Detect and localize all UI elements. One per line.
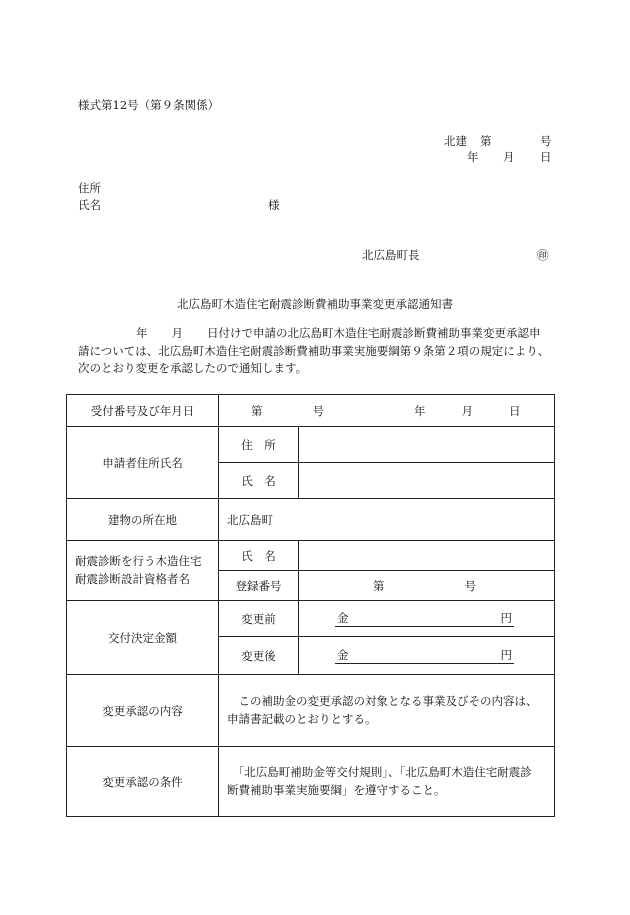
date-year: 年	[467, 150, 479, 164]
name-label: 氏名	[78, 198, 101, 212]
building-location-label: 建物の所在地	[67, 499, 219, 541]
address-label: 住所	[78, 181, 101, 195]
applicant-name-label: 氏 名	[219, 463, 299, 499]
body-paragraph	[78, 325, 556, 378]
receipt-value	[219, 395, 555, 427]
approval-content-label: 変更承認の内容	[67, 675, 219, 747]
amount-after-yen: 円	[500, 647, 512, 662]
receipt-year: 年	[414, 403, 426, 418]
table-row-approval-content	[67, 675, 555, 747]
approval-conditions-label: 変更承認の条件	[67, 747, 219, 817]
applicant-address-value	[299, 427, 555, 463]
applicant-label: 申請者住所氏名	[67, 427, 219, 499]
honorific: 様	[268, 198, 280, 212]
table-row-inspector-name	[67, 541, 555, 571]
doc-number-dai: 第	[480, 134, 492, 148]
applicant-address-label: 住 所	[219, 427, 299, 463]
issuer-title: 北広島町長	[362, 248, 420, 262]
table-row-amount-before	[67, 601, 555, 637]
receipt-go: 号	[312, 403, 324, 418]
applicant-name-value	[299, 463, 555, 499]
approval-content-value: この補助金の変更承認の対象となる事業及びその内容は、 申請書記載のとおりとする。	[219, 675, 555, 747]
amount-after-kin: 金	[337, 647, 349, 662]
approval-table	[66, 394, 555, 817]
table-row-applicant-address	[67, 427, 555, 463]
date-month: 月	[503, 150, 515, 164]
reg-dai: 第	[373, 578, 385, 593]
approval-conditions-value: 「北広島町補助金等交付規則」、「北広島町木造住宅耐震診 断費補助事業実施要綱」を遵守すること。	[219, 747, 555, 817]
receipt-label: 受付番号及び年月日	[67, 395, 219, 427]
inspector-label: 耐震診断を行う木造住宅 耐震診断設計資格者名	[67, 541, 219, 601]
amount-before-kin: 金	[337, 610, 349, 625]
table-row-receipt	[67, 395, 555, 427]
doc-number-prefix: 北建	[444, 134, 467, 148]
document-title: 北広島町木造住宅耐震診断費補助事業変更承認通知書	[177, 297, 453, 311]
inspector-name-value	[299, 541, 555, 571]
body-line-3: 次のとおり変更を承認したので通知します。	[78, 361, 308, 375]
receipt-dai: 第	[251, 403, 263, 418]
amount-before-yen: 円	[500, 610, 512, 625]
doc-number-go: 号	[540, 134, 552, 148]
amount-label: 交付決定金額	[67, 601, 219, 675]
amount-after-label: 変更後	[219, 637, 299, 675]
building-location-value: 北広島町	[219, 499, 555, 541]
table-row-approval-conditions	[67, 747, 555, 817]
receipt-month: 月	[461, 403, 473, 418]
amount-before-value	[299, 601, 555, 637]
inspector-reg-value	[299, 571, 555, 601]
table-row-building-location	[67, 499, 555, 541]
inspector-name-label: 氏 名	[219, 541, 299, 571]
reg-go: 号	[464, 578, 476, 593]
form-number-label: 様式第12号（第９条関係）	[78, 98, 220, 112]
inspector-reg-label: 登録番号	[219, 571, 299, 601]
receipt-day: 日	[509, 403, 521, 418]
body-line-1: 年 月 日付けで申請の北広島町木造住宅耐震診断費補助事業変更承認申	[136, 326, 541, 340]
amount-before-label: 変更前	[219, 601, 299, 637]
body-line-2: 請については、北広島町木造住宅耐震診断費補助事業実施要綱第９条第２項の規定により、	[78, 343, 550, 358]
date-day: 日	[540, 150, 552, 164]
amount-after-value	[299, 637, 555, 675]
seal-mark: ㊞	[537, 248, 549, 262]
